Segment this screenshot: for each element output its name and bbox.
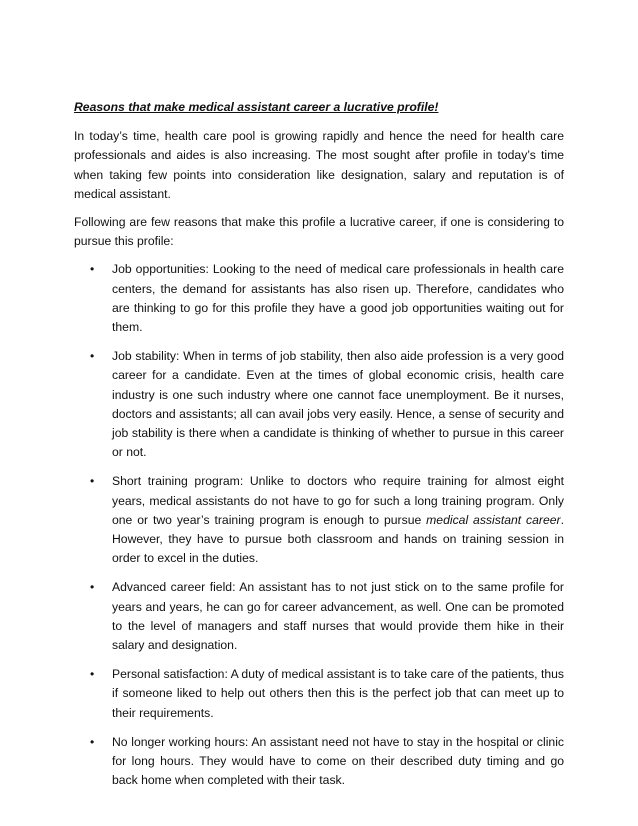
list-item-text: Job stability: When in terms of job stability, then also aide profession is a very good career for a candidate. Even at the times of global economic crisis, health care industry is one such industry where one cannot face unemployment. Be it nurses, doctors and assistants; all can avail jobs very easily. Hence, a sense of security and job stability is there when a candidate is thinking of whether to pursue in this career or not. — [112, 349, 564, 460]
list-item-text-before: Short training program: Unlike to doctors who require training for almost eight years, medical assistants do not have to go for such a long training program. Only one or two year’s training program is enough to pursue — [112, 474, 564, 527]
reasons-list — [74, 260, 564, 790]
document-title: Reasons that make medical assistant career a lucrative profile! — [74, 100, 439, 114]
list-item-text: Personal satisfaction: A duty of medical assistant is to take care of the patients, thus if someone liked to help out others then this is the perfect job that can meet up to their requirements. — [112, 667, 564, 720]
bullet-icon: • — [90, 734, 95, 749]
list-item-text-after: . However, they have to pursue both classroom and hands on training session in order to excel in the duties. — [112, 512, 564, 566]
list-item-text: Advanced career field: An assistant has to not just stick on to the same profile for years and years, he can go for career advancement, as well. One can be promoted to the level of managers and staff nurses that would provide them hike in their salary and designation. — [112, 580, 564, 653]
list-item-text: No longer working hours: An assistant need not have to stay in the hospital or clinic for long hours. They would have to come on their described duty timing and go back home when completed with their task. — [112, 734, 564, 788]
list-item-no-longer-working-hours — [74, 733, 564, 791]
bullet-icon: • — [90, 667, 95, 682]
list-item-italic-phrase: medical assistant career — [426, 512, 561, 527]
list-item-personal-satisfaction — [74, 665, 564, 723]
bullet-icon: • — [90, 349, 95, 364]
list-item-job-opportunities — [74, 260, 564, 337]
bullet-icon: • — [90, 580, 95, 595]
bullet-icon: • — [90, 262, 95, 277]
list-item-advanced-career-field — [74, 578, 564, 655]
bullet-icon: • — [90, 474, 95, 489]
document-page — [74, 98, 564, 801]
list-item-job-stability — [74, 347, 564, 462]
list-item-short-training-program — [74, 472, 564, 568]
list-item-text: Job opportunities: Looking to the need of medical care professionals in health care centers, the demand for assistants has also risen up. Therefore, candidates who are thinking to go for this profile they have a good job opportunities waiting out for them. — [112, 262, 564, 335]
lead-in-paragraph: Following are few reasons that make this profile a lucrative career, if one is considering to pursue this profile: — [74, 215, 564, 249]
intro-paragraph: In today’s time, health care pool is growing rapidly and hence the need for health care professionals and aides is also increasing. The most sought after profile in today’s time when taking few points into consideration like designation, salary and reputation is of medical assistant. — [74, 129, 564, 201]
